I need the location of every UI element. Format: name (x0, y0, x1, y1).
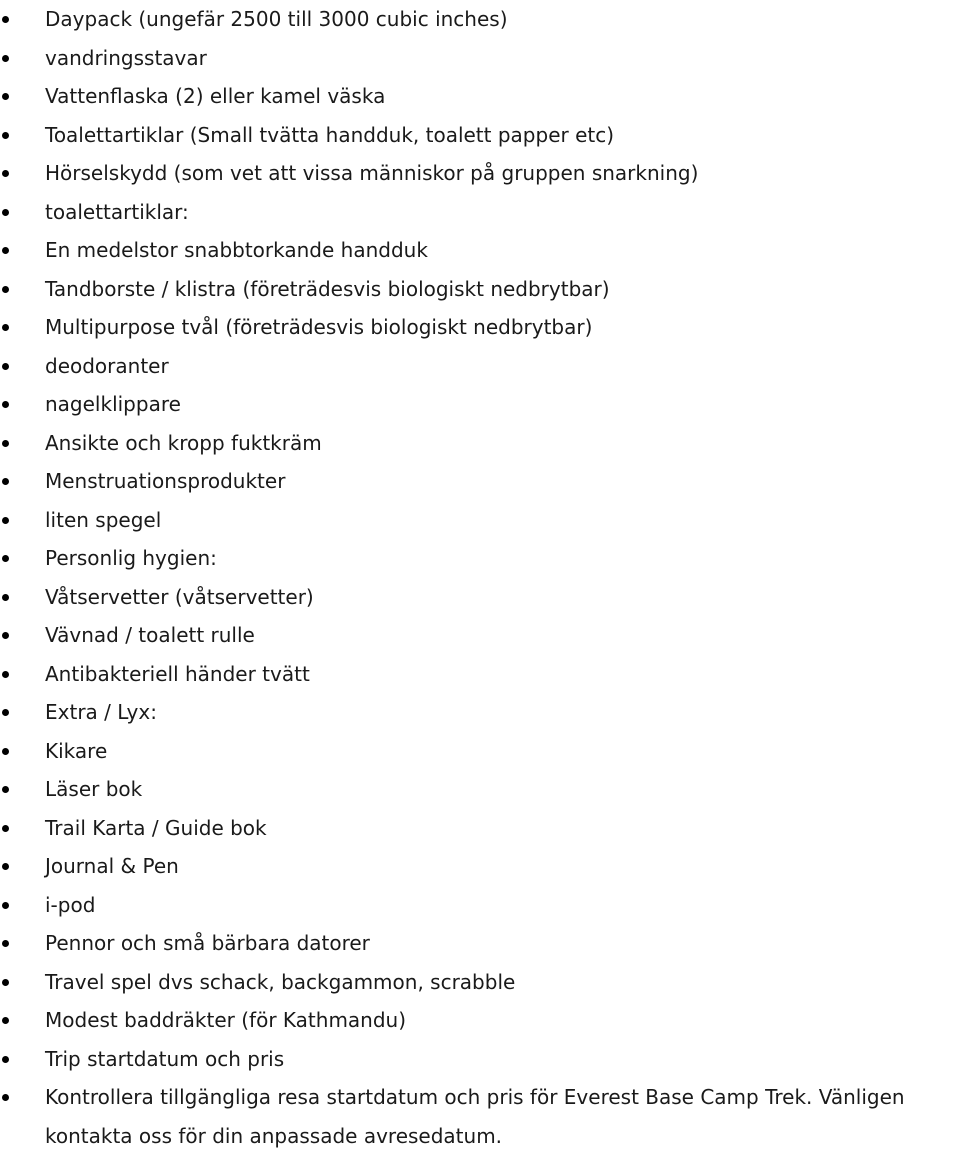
bullet-icon (2, 748, 9, 755)
list-item-text: i-pod (45, 892, 96, 917)
bullet-icon (2, 209, 9, 216)
list-item (0, 0, 960, 39)
list-item (0, 732, 960, 771)
bullet-icon (2, 93, 9, 100)
list-item (0, 231, 960, 270)
list-item-text: Multipurpose tvål (företrädesvis biologiskt nedbrytbar) (45, 315, 593, 339)
bullet-icon (2, 55, 9, 62)
list-item (0, 809, 960, 848)
list-item-text: Vävnad / toalett rulle (45, 623, 255, 647)
list-item-text: Kontrollera tillgängliga resa startdatum och pris för Everest Base Camp Trek. Vänligen kontakta oss för din anpassade avresedatum. (45, 1085, 905, 1148)
bullet-icon (2, 440, 9, 447)
list-item (0, 924, 960, 963)
list-item (0, 655, 960, 694)
list-item (0, 308, 960, 347)
list-item-text: Toalettartiklar (Small tvätta handduk, toalett papper etc) (45, 122, 615, 147)
list-item-text: Vattenflaska (2) eller kamel väska (45, 84, 386, 108)
list-item-text: Våtservetter (våtservetter) (45, 584, 314, 609)
list-item (0, 116, 960, 155)
list-item (0, 1078, 960, 1155)
list-item-text: Extra / Lyx: (45, 700, 157, 724)
list-item (0, 1040, 960, 1079)
list-item (0, 462, 960, 501)
bullet-icon (2, 671, 9, 678)
list-item-text: Trail Karta / Guide bok (45, 815, 267, 840)
list-item (0, 770, 960, 809)
bullet-icon (2, 786, 9, 793)
list-item (0, 39, 960, 78)
list-item (0, 77, 960, 116)
list-item (0, 847, 960, 886)
bullet-icon (2, 363, 9, 370)
list-item-text: Travel spel dvs schack, backgammon, scrabble (45, 969, 516, 994)
bullet-icon (2, 979, 9, 986)
bullet-icon (2, 902, 9, 909)
list-item (0, 616, 960, 655)
list-item-text: Menstruationsprodukter (45, 469, 286, 493)
bullet-icon (2, 709, 9, 716)
list-item-text: liten spegel (45, 507, 162, 532)
bullet-icon (2, 170, 9, 177)
list-item (0, 539, 960, 578)
list-item (0, 886, 960, 925)
list-item-text: Antibakteriell händer tvätt (45, 661, 310, 686)
list-item-text: Läser bok (45, 777, 143, 801)
list-item-text: Trip startdatum och pris (45, 1046, 285, 1071)
list-item-text: Personlig hygien: (45, 546, 217, 570)
list-item (0, 347, 960, 386)
list-item (0, 693, 960, 732)
list-item (0, 578, 960, 617)
list-item-text: Journal & Pen (45, 854, 179, 878)
bullet-icon (2, 594, 9, 601)
list-item-text: nagelklippare (45, 392, 181, 416)
list-item-text: Modest baddräkter (för Kathmandu) (45, 1008, 407, 1032)
list-item (0, 501, 960, 540)
list-item (0, 424, 960, 463)
bullet-icon (2, 16, 9, 23)
bullet-icon (2, 478, 9, 485)
list-item (0, 385, 960, 424)
list-item (0, 154, 960, 193)
bullet-icon (2, 940, 9, 947)
bullet-icon (2, 286, 9, 293)
list-item-text: toalettartiklar: (45, 199, 189, 224)
list-item-text: Kikare (45, 738, 108, 763)
bullet-icon (2, 324, 9, 331)
bullet-icon (2, 401, 9, 408)
list-item (0, 1001, 960, 1040)
list-item-text: Pennor och små bärbara datorer (45, 931, 370, 955)
bullet-icon (2, 632, 9, 639)
list-item-text: Tandborste / klistra (företrädesvis biologiskt nedbrytbar) (45, 276, 610, 301)
bullet-icon (2, 1056, 9, 1063)
bullet-icon (2, 132, 9, 139)
bullet-icon (2, 517, 9, 524)
bullet-icon (2, 825, 9, 832)
list-item (0, 963, 960, 1002)
list-item-text: Daypack (ungefär 2500 till 3000 cubic inches) (45, 7, 508, 31)
list-item-text: En medelstor snabbtorkande handduk (45, 238, 428, 262)
list-item (0, 193, 960, 232)
bullet-icon (2, 1017, 9, 1024)
list-item-text: Hörselskydd (som vet att vissa människor på gruppen snarkning) (45, 161, 699, 185)
list-item (0, 270, 960, 309)
bullet-icon (2, 247, 9, 254)
bullet-icon (2, 1094, 9, 1101)
bullet-icon (2, 863, 9, 870)
list-item-text: Ansikte och kropp fuktkräm (45, 430, 322, 455)
list-item-text: vandringsstavar (45, 45, 207, 70)
bullet-icon (2, 555, 9, 562)
list-item-text: deodoranter (45, 353, 169, 378)
